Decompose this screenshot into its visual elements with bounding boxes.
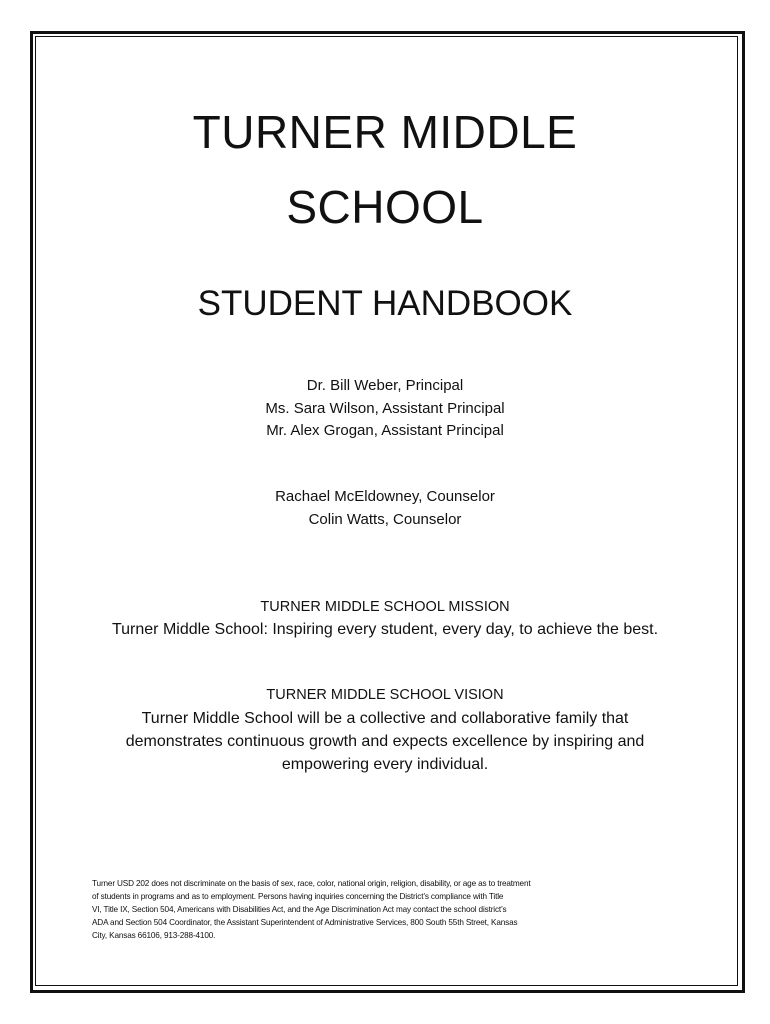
vision-line-3: empowering every individual. <box>281 756 489 773</box>
vision-statement <box>0 707 770 776</box>
counselor-1: Rachael McEldowney, Counselor <box>275 488 495 505</box>
mission-heading: TURNER MIDDLE SCHOOL MISSION <box>260 599 510 615</box>
disclaimer-line-2: of students in programs and as to employment. Persons having inquiries concerning the District’s compliance with Title <box>92 892 504 901</box>
document-title-line-1: TURNER MIDDLE <box>192 106 578 158</box>
administrator-assistant-principal-2: Mr. Alex Grogan, Assistant Principal <box>266 422 504 439</box>
counselors-list <box>0 486 770 531</box>
nondiscrimination-disclaimer <box>92 877 692 942</box>
disclaimer-line-1: Turner USD 202 does not discriminate on the basis of sex, race, color, national origin, religion, disability, or age as to treatment <box>92 879 531 888</box>
administrator-principal: Dr. Bill Weber, Principal <box>306 377 464 394</box>
disclaimer-line-5: City, Kansas 66106, 913-288-4100. <box>92 931 216 940</box>
mission-statement: Turner Middle School: Inspiring every student, every day, to achieve the best. <box>111 621 659 638</box>
vision-heading: TURNER MIDDLE SCHOOL VISION <box>266 687 504 703</box>
document-title-line-2: SCHOOL <box>286 181 484 233</box>
vision-line-1: Turner Middle School will be a collective and collaborative family that <box>141 710 629 727</box>
counselor-2: Colin Watts, Counselor <box>308 510 462 528</box>
administrator-assistant-principal-1: Ms. Sara Wilson, Assistant Principal <box>265 399 505 417</box>
document-subtitle: STUDENT HANDBOOK <box>197 284 573 323</box>
disclaimer-line-3: VI, Title IX, Section 504, Americans with Disabilities Act, and the Age Discrimination Act may contact the school district’s <box>92 905 507 914</box>
vision-line-2: demonstrates continuous growth and expects excellence by inspiring and <box>125 733 645 750</box>
administrators-list <box>0 375 770 443</box>
disclaimer-line-4: ADA and Section 504 Coordinator, the Assistant Superintendent of Administrative Services, 800 South 55th Street, Kansas <box>92 918 518 927</box>
